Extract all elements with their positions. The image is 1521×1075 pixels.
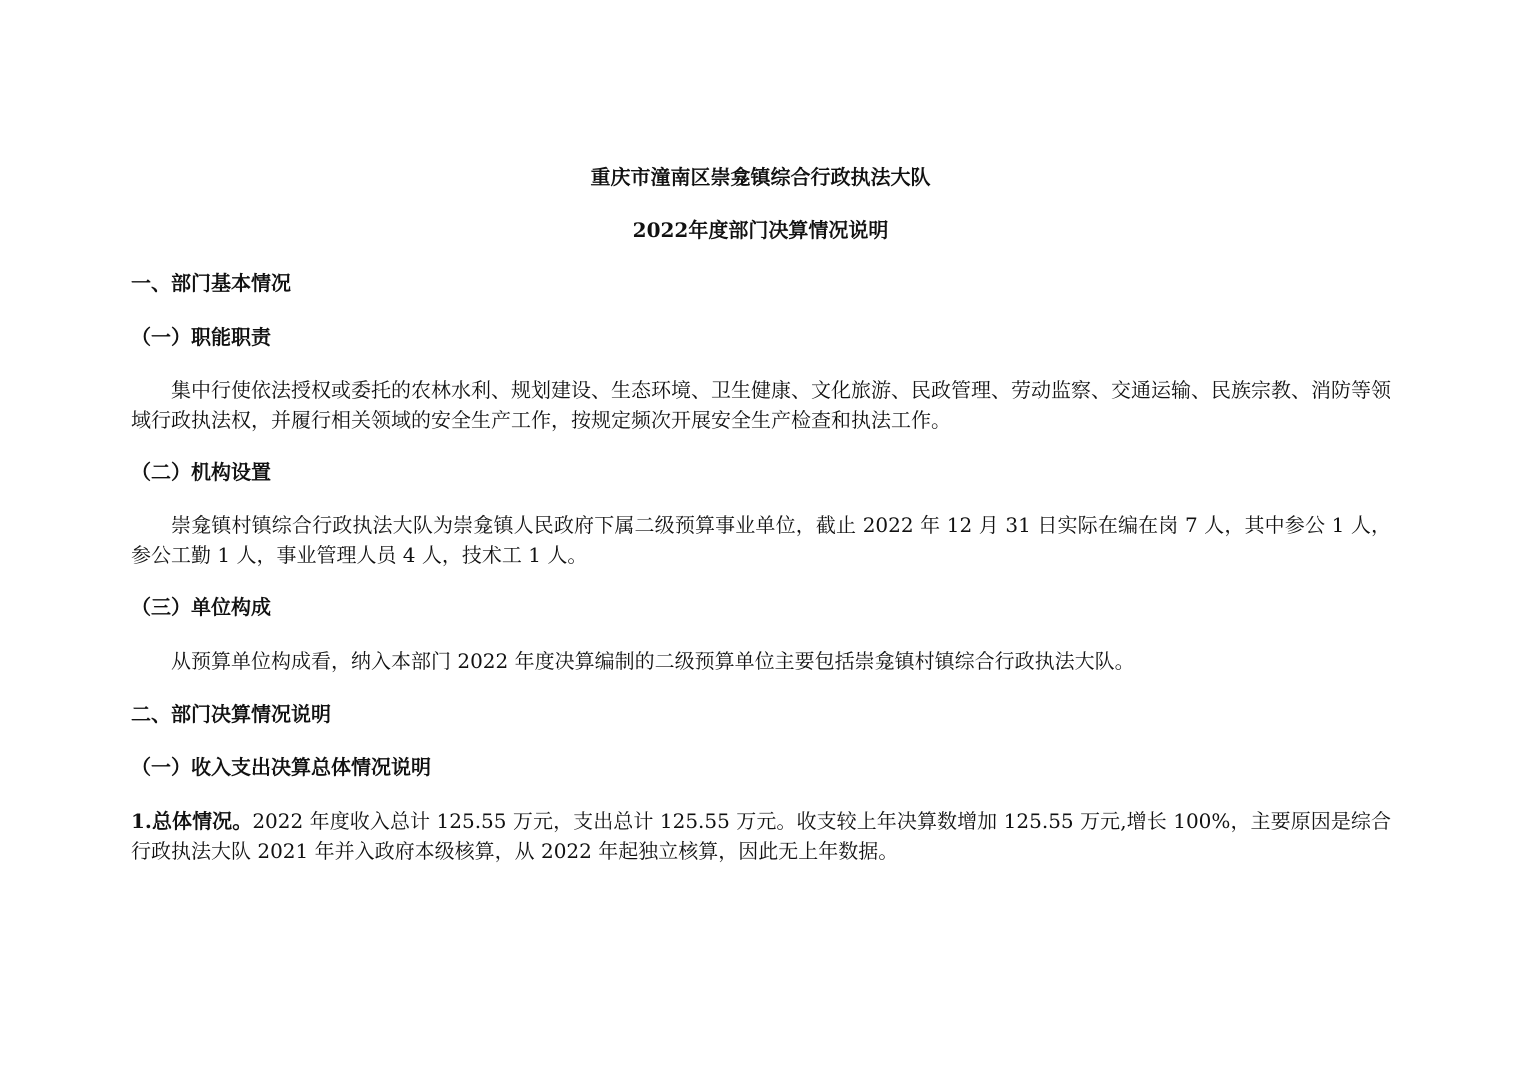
paragraph-overall-text: 2022 年度收入总计 125.55 万元，支出总计 125.55 万元。收支较上年决算数增加 125.55 万元,增长 100%，主要原因是综合行政执法大队 2021 年并入政府本级核算，从 2022 年起独立核算，因此无上年数据。 — [131, 809, 1391, 863]
section-heading-1: 一、部门基本情况 — [131, 271, 291, 295]
document-subtitle: 2022年度部门决算情况说明 — [632, 218, 889, 242]
paragraph-composition: 从预算单位构成看，纳入本部门 2022 年度决算编制的二级预算单位主要包括崇龛镇村镇综合行政执法大队。 — [171, 649, 1135, 673]
subsection-heading-composition: （三）单位构成 — [131, 595, 271, 619]
document-title: 重庆市潼南区崇龛镇综合行政执法大队 — [590, 165, 931, 189]
subsection-heading-functions: （一）职能职责 — [131, 325, 271, 349]
paragraph-organization: 崇龛镇村镇综合行政执法大队为崇龛镇人民政府下属二级预算事业单位，截止 2022 年 12 月 31 日实际在编在岗 7 人，其中参公 1 人，参公工勤 1 人，事业管理人员 4 人，技术工 1 人。 — [131, 513, 1391, 567]
paragraph-functions: 集中行使依法授权或委托的农林水利、规划建设、生态环境、卫生健康、文化旅游、民政管理、劳动监察、交通运输、民族宗教、消防等领域行政执法权，并履行相关领域的安全生产工作，按规定频次开展安全生产检查和执法工作。 — [131, 378, 1391, 432]
paragraph-overall — [131, 806, 1391, 866]
subsection-heading-organization: （二）机构设置 — [131, 460, 271, 484]
subsection-heading-overall: （一）收入支出决算总体情况说明 — [131, 755, 431, 779]
section-heading-2: 二、部门决算情况说明 — [131, 702, 331, 726]
paragraph-lead: 1.总体情况。 — [131, 809, 253, 833]
